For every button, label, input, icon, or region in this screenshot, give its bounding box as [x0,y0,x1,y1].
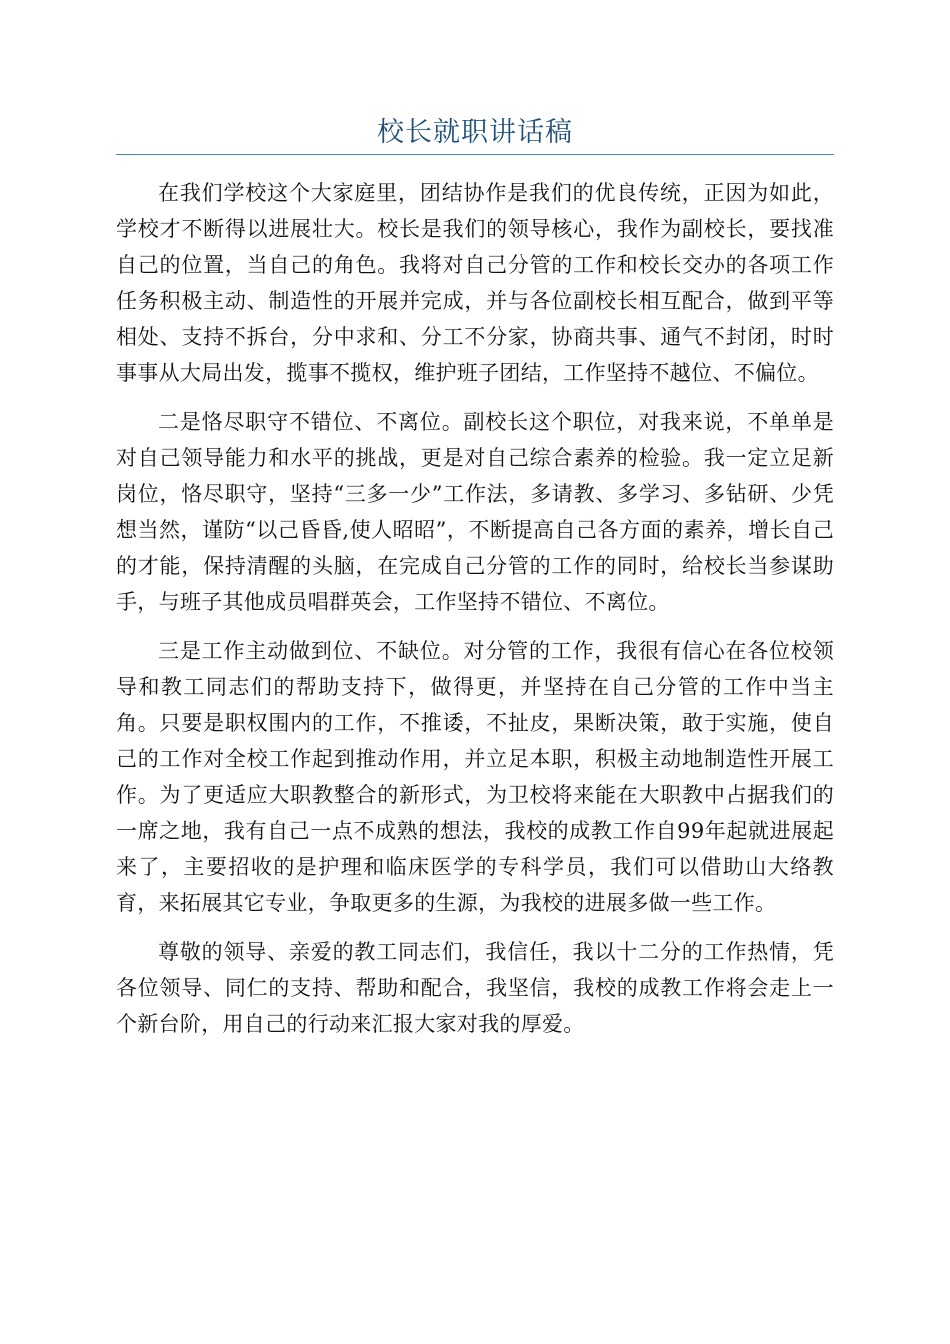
title-divider [116,154,834,155]
paragraph-4: 尊敬的领导、亲爱的教工同志们，我信任，我以十二分的工作热情，凭各位领导、同仁的支持、帮助和配合，我坚信，我校的成教工作将会走上一个新台阶，用自己的行动来汇报大家对我的厚爱。 [116,940,834,1036]
paragraph-1: 在我们学校这个大家庭里，团结协作是我们的优良传统，正因为如此，学校才不断得以进展壮大。校长是我们的领导核心，我作为副校长，要找准自己的位置，当自己的角色。我将对自己分管的工作和校长交办的各项工作任务积极主动、制造性的开展并完成，并与各位副校长相互配合，做到平等相处、支持不拆台，分中求和、分工不分家，协商共事、通气不封闭，时时事事从大局出发，揽事不揽权，维护班子团结，工作坚持不越位、不偏位。 [116,181,834,385]
document-title: 校长就职讲话稿 [377,117,573,148]
document-body [116,175,834,1055]
paragraph-3: 三是工作主动做到位、不缺位。对分管的工作，我很有信心在各位校领导和教工同志们的帮助支持下，做得更，并坚持在自己分管的工作中当主角。只要是职权围内的工作，不推诿，不扯皮，果断决策，敢于实施，使自己的工作对全校工作起到推动作用，并立足本职，积极主动地制造性开展工作。为了更适应大职教整合的新形式，为卫校将来能在大职教中占据我们的一席之地，我有自己一点不成熟的想法，我校的成教工作自99年起就进展起来了，主要招收的是护理和临床医学的专科学员，我们可以借助山大络教育，来拓展其它专业，争取更多的生源，为我校的进展多做一些工作。 [116,639,834,915]
paragraph-2: 二是恪尽职守不错位、不离位。副校长这个职位，对我来说，不单单是对自己领导能力和水平的挑战，更是对自己综合素养的检验。我一定立足新岗位，恪尽职守，坚持“三多一少”工作法，多请教、多学习、多钻研、少凭想当然，谨防“以己昏昏,使人昭昭”，不断提高自己各方面的素养，增长自己的才能，保持清醒的头脑，在完成自己分管的工作的同时，给校长当参谋助手，与班子其他成员唱群英会，工作坚持不错位、不离位。 [116,410,834,614]
